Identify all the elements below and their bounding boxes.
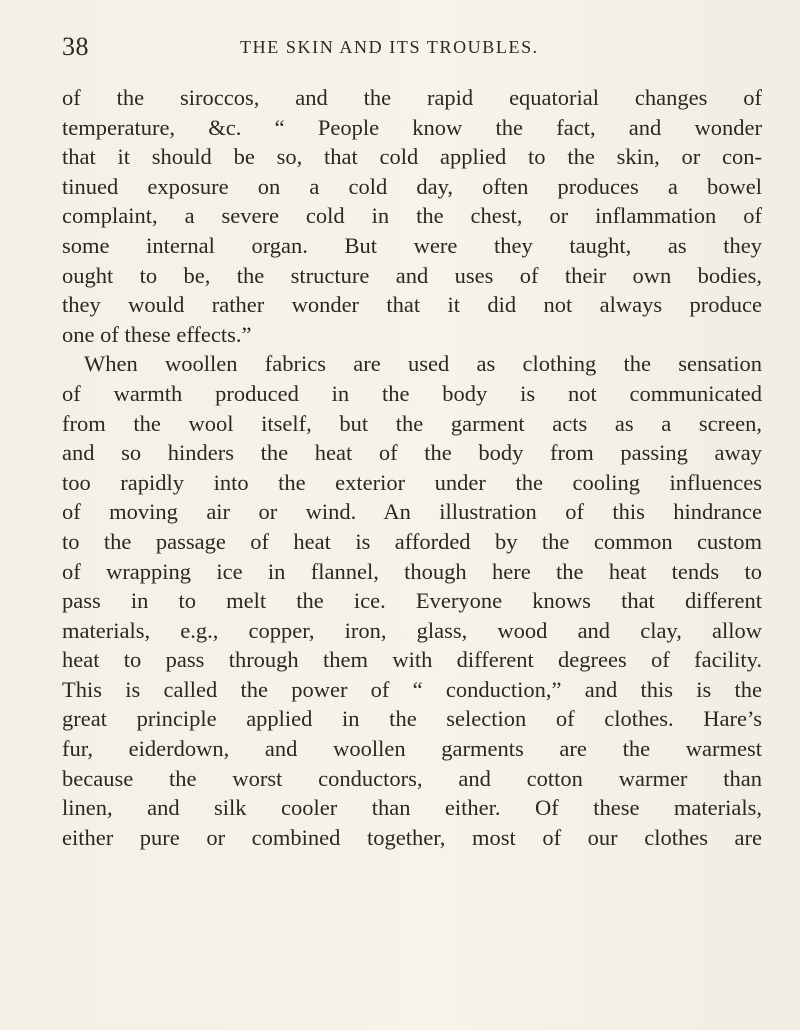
text-line: temperature, &c. “ People know the fact, and wonder	[62, 114, 762, 140]
text-line: pass in to melt the ice. Everyone knows that different	[62, 588, 762, 614]
text-line: either pure or combined together, most of our clothes are	[62, 824, 762, 850]
page-number: 38	[62, 32, 89, 61]
body-text	[62, 83, 762, 852]
text-line: that it should be so, that cold applied to the skin, or con-	[62, 144, 762, 170]
text-line: of moving air or wind. An illustration of this hindrance	[62, 499, 762, 525]
text-line: tinued exposure on a cold day, often produces a bowel	[62, 173, 762, 199]
text-line: because the worst conductors, and cotton warmer than	[62, 765, 762, 791]
text-line: heat to pass through them with different degrees of facility.	[62, 647, 762, 673]
text-line: to the passage of heat is afforded by the common custom	[62, 528, 762, 554]
text-line: too rapidly into the exterior under the cooling influences	[62, 469, 762, 495]
text-line: one of these effects.”	[62, 321, 252, 347]
running-title: THE SKIN AND ITS TROUBLES.	[240, 37, 539, 57]
text-line: fur, eiderdown, and woollen garments are the warmest	[62, 736, 762, 762]
text-line: linen, and silk cooler than either. Of these materials,	[62, 795, 762, 821]
text-line: of wrapping ice in flannel, though here the heat tends to	[62, 558, 762, 584]
text-line: and so hinders the heat of the body from passing away	[62, 440, 762, 466]
text-line: they would rather wonder that it did not always produce	[62, 292, 762, 318]
text-line: materials, e.g., copper, iron, glass, wood and clay, allow	[62, 617, 762, 643]
text-line: This is called the power of “ conduction,” and this is the	[62, 676, 762, 702]
text-line: of the siroccos, and the rapid equatorial changes of	[62, 85, 762, 110]
text-line: complaint, a severe cold in the chest, or inflammation of	[62, 203, 762, 229]
text-line: When woollen fabrics are used as clothing the sensation	[84, 351, 762, 377]
text-line: from the wool itself, but the garment acts as a screen,	[62, 410, 762, 436]
text-line: of warmth produced in the body is not communicated	[62, 380, 762, 406]
text-line: some internal organ. But were they taught, as they	[62, 232, 762, 258]
text-line: ought to be, the structure and uses of their own bodies,	[62, 262, 762, 288]
page-header	[62, 32, 752, 68]
text-line: great principle applied in the selection of clothes. Hare’s	[62, 706, 762, 732]
